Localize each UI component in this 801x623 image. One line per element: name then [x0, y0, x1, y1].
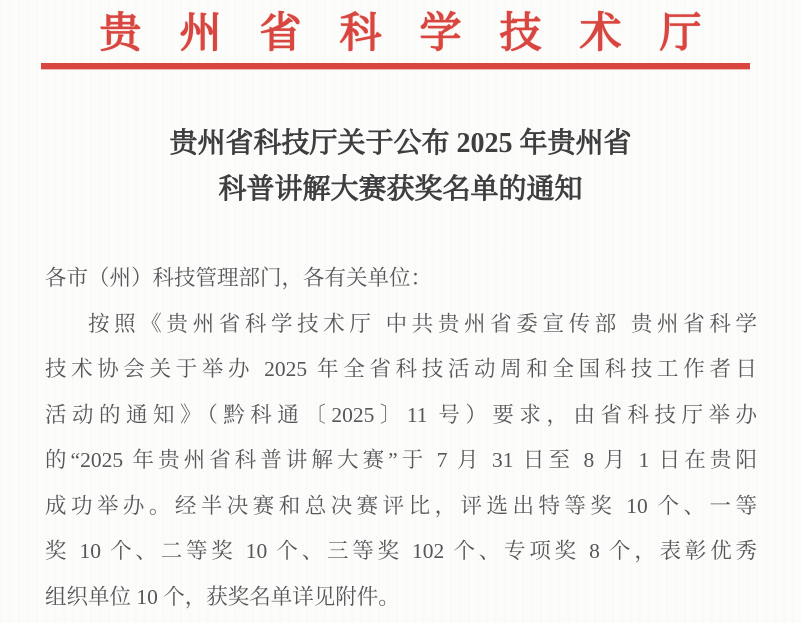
- paragraph-line: 成功举办。经半决赛和总决赛评比，评选出特等奖 10 个、一等: [45, 493, 757, 518]
- paragraph-line: 奖 10 个、二等奖 10 个、三等奖 102 个、专项奖 8 个，表彰优秀: [45, 539, 757, 563]
- letterhead-divider: [41, 63, 750, 69]
- paragraph-line: 组织单位 10 个，获奖名单详见附件。: [45, 584, 400, 609]
- letterhead-agency-name: 贵州省科学技术厅: [99, 11, 740, 57]
- salutation-line: 各市（州）科技管理部门，各有关单位：: [45, 266, 433, 290]
- paragraph-line: 活动的通知》（黔科通〔2025〕11 号）要求，由省科技厅举办: [45, 402, 757, 427]
- notice-title-line2: 科普讲解大赛获奖名单的通知: [218, 174, 583, 205]
- paragraph-line: 技术协会关于举办 2025 年全省科技活动周和全国科技工作者日: [45, 357, 757, 381]
- notice-title-line1: 贵州省科技厅关于公布 2025 年贵州省: [169, 128, 632, 159]
- notice-title: [0, 121, 801, 213]
- paragraph-line: 按照《贵州省科学技术厅 中共贵州省委宣传部 贵州省科学: [88, 311, 757, 336]
- notice-body: [45, 256, 757, 620]
- paragraph-line: 的“2025 年贵州省科普讲解大赛”于 7 月 31 日至 8 月 1 日在贵阳: [45, 448, 757, 472]
